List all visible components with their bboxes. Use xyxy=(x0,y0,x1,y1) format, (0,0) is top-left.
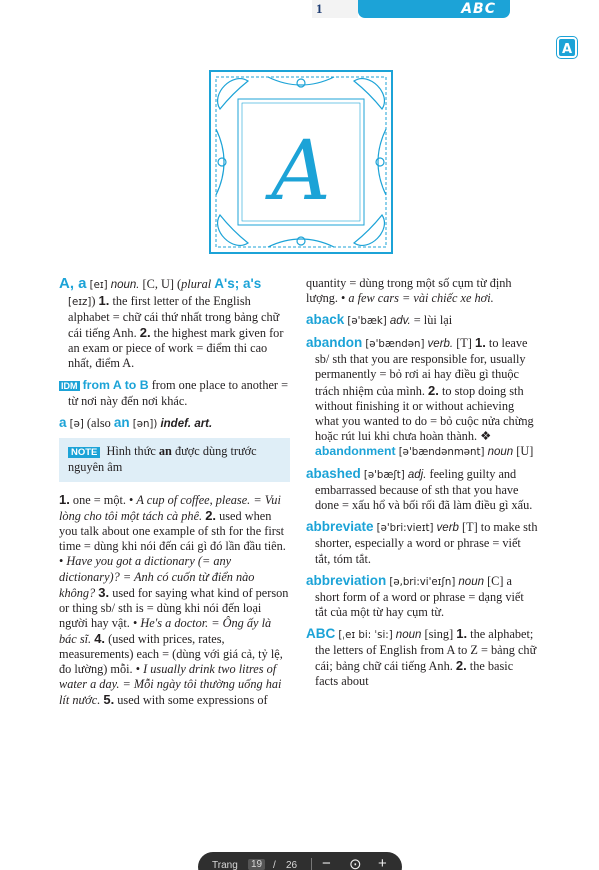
entry-aback: aback [ə'bæk] adv. = lùi lại xyxy=(306,312,453,328)
idiom-entry: IDM from A to B from one place to another = từ nơi này đến nơi khác. xyxy=(61,377,289,408)
page-number: 1 xyxy=(312,0,358,18)
zoom-out-button[interactable]: − xyxy=(322,855,331,870)
entry-A: A, a [eɪ] noun. [C, U] (plural A's; a's [eɪz]) 1. the first letter of the English alphabet = chữ cái thứ nhất trong bảng chữ cái tiếng Anh. 2. the highest mark given for an exam or piece of work = điểm thi cao nhất, điểm A. xyxy=(59,275,284,371)
left-column xyxy=(59,276,290,708)
page-separator: / xyxy=(273,860,276,870)
page-number-input[interactable]: 19 xyxy=(248,859,265,870)
idm-badge: IDM xyxy=(61,380,78,391)
right-column xyxy=(306,276,538,695)
continued-sense: quantity = dùng trong một số cụm từ định lượng. • a few cars = vài chiếc xe hơi. xyxy=(306,276,512,306)
entry-a-article: a [ə] (also an [ən]) indef. art. xyxy=(59,414,213,430)
headword: A, a xyxy=(59,275,87,292)
note-badge: NOTE xyxy=(68,447,100,458)
sense-list: 1. one = một. • A cup of coffee, please. = Vui lòng cho tôi một tách cà phê. 2. used when you talk about one example of sth for the first time = dùng khi nói đến cái gì đó lần đầu tiên. • Have you got a dictionary (= any dictionary)? = Anh có cuốn từ điển nào không? 3. used for saying what kind of person or thing sb/ sth is = dùng khi nói đến loại người hay vật. • He's a doctor. = Ông ấy là bác sĩ. 4. (used with prices, rates, measurements) each = (dùng với giá cả, tỷ lệ, đo lường) mỗi. • I usually drink two litres of water a day. = Mỗi ngày tôi thường uống hai lít nước. 5. used with some expressions of xyxy=(59,492,289,708)
diamond-icon: ❖ xyxy=(480,428,492,443)
entry-abashed: abashed [ə'bæʃt] adj. feeling guilty and embarrassed because of sth that you have done = xấu hổ và bối rối đã làm điều gì xấu. xyxy=(306,466,533,513)
entry-abc: ABC [ˌeɪ bi: ˈsi:] noun [sing] 1. the alphabet; the letters of English from A to Z = bảng chữ cái; bảng chữ cái tiếng Anh. 2. the basic facts about xyxy=(306,625,537,689)
note-box: NOTE Hình thức an được dùng trước nguyên âm xyxy=(59,438,290,482)
headword: a xyxy=(59,414,67,430)
toolbar-divider xyxy=(311,858,312,870)
page-label: Trang xyxy=(212,860,238,870)
entry-abbreviate: abbreviate [ə'bri:vieɪt] verb [T] to make sth shorter, especially a word or phrase = viết tắt, tóm tắt. xyxy=(306,519,538,566)
side-letter-tab[interactable]: A xyxy=(557,37,577,58)
section-header-tab: ABC xyxy=(358,0,510,18)
page-toolbar xyxy=(198,852,402,870)
decorative-letter-frame xyxy=(208,69,394,255)
ornament-letter: A xyxy=(271,124,331,219)
entry-abandon: abandon [ə'bændən] verb. [T] 1. to leave sb/ sth that you are responsible for, usually permanently = bỏ rơi ai hay điều gì thuộc trách nhiệm của mình. 2. to stop doing sth without finishing it or without achieving what you wanted to do = bỏ cuộc nửa chừng hoặc rút lui khi chưa hoàn thành. ❖ abandonment [ə'bændənmənt] noun [U] xyxy=(306,335,534,458)
entry-abbreviation: abbreviation [ə,bri:vi'eɪʃn] noun [C] a short form of a word or phrase = dạng viết tắt của một từ hay cụm từ. xyxy=(306,572,524,619)
page-total: 26 xyxy=(286,860,298,870)
zoom-in-button[interactable]: + xyxy=(378,855,387,870)
zoom-reset-icon[interactable]: ⊙ xyxy=(349,856,362,870)
